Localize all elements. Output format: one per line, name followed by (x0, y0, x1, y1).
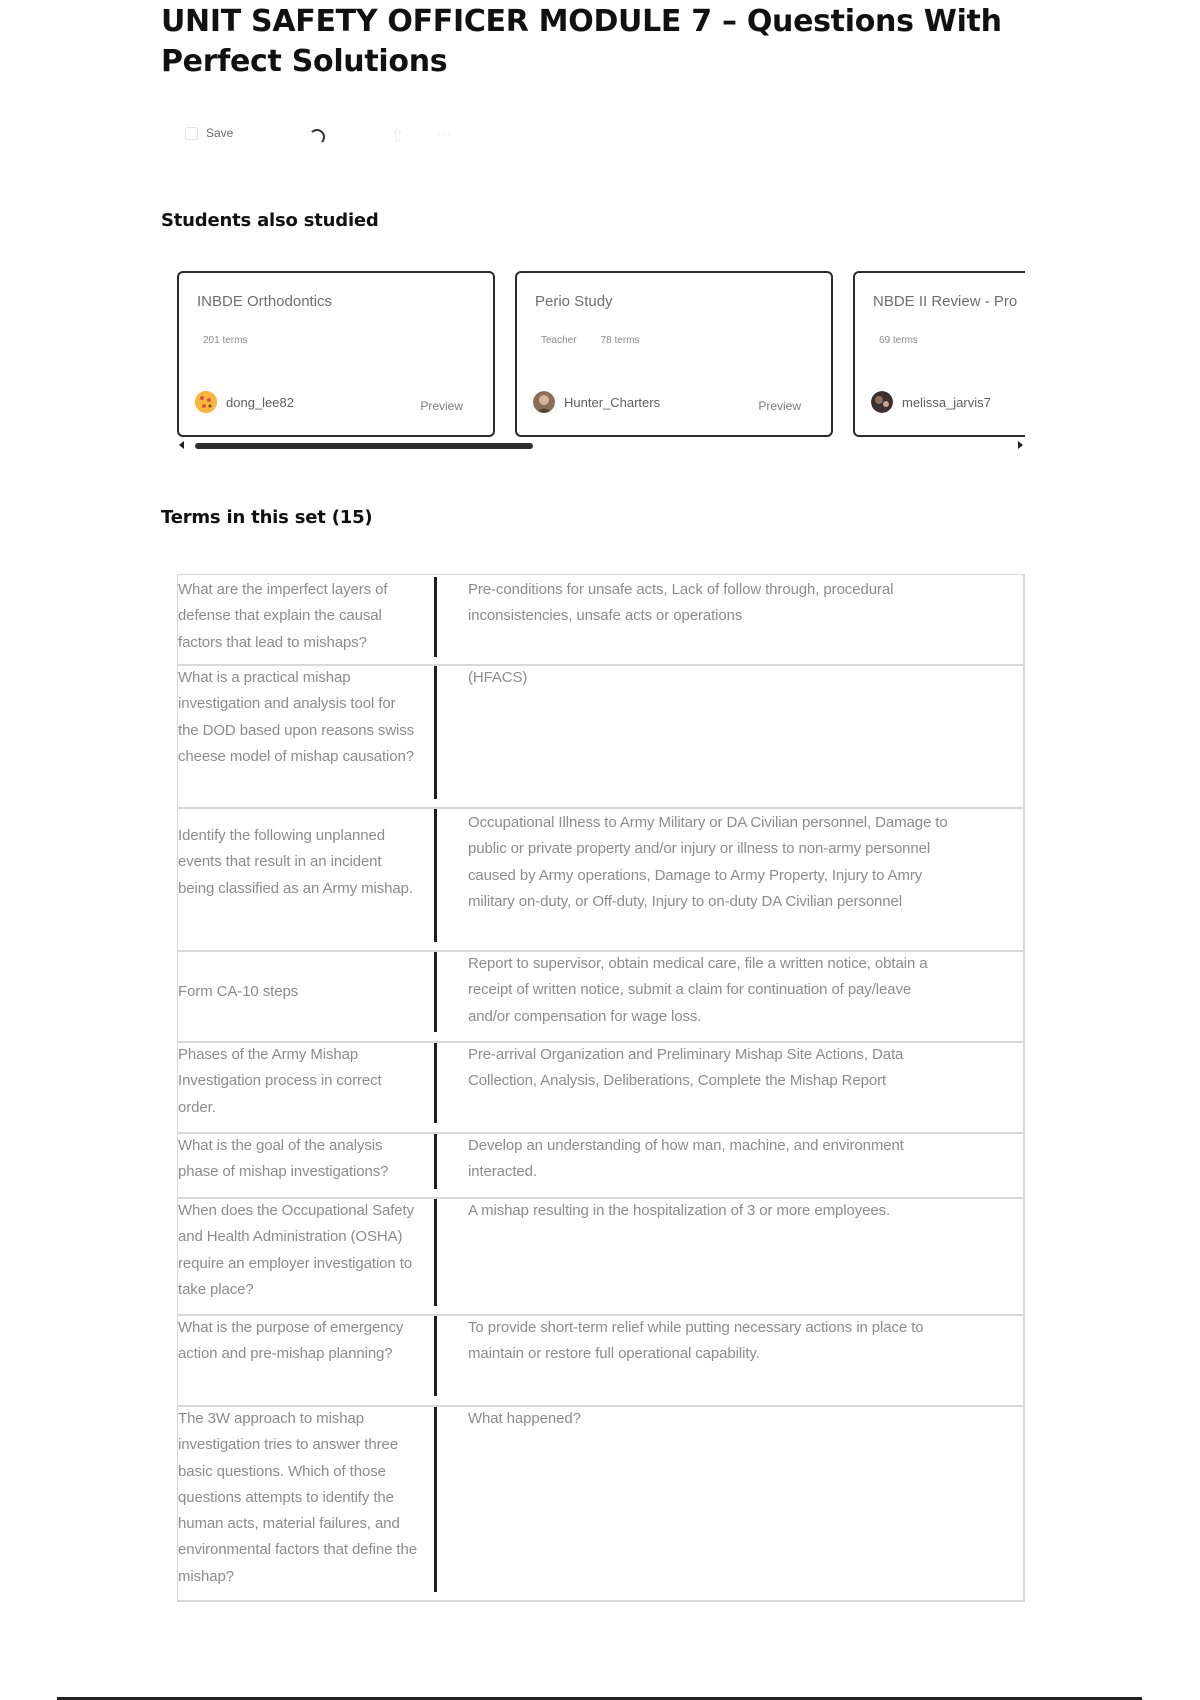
term-question: What is the goal of the analysis phase of mishap investigations? (178, 1137, 389, 1181)
term-divider (434, 1199, 437, 1306)
term-row (177, 1043, 1025, 1134)
term-question: What is the purpose of emergency action and pre-mishap planning? (178, 1319, 404, 1363)
study-set-card[interactable] (853, 271, 1025, 437)
carousel-scrollbar[interactable] (177, 440, 1025, 450)
students-also-studied-heading: Students also studied (161, 210, 379, 231)
term-answer: Occupational Illness to Army Military or DA Civilian personnel, Damage to public or private property and/or injury or illness to non-army personnel caused by Army operations, Damage to Army Property, Injury to Amry military on-duty, or Off-duty, Injury to on-duty DA Civilian personnel (468, 814, 948, 910)
term-answer: Pre-arrival Organization and Preliminary Mishap Site Actions, Data Collection, Analysis, Deliberations, Complete the Mishap Report (468, 1046, 904, 1090)
term-divider (434, 577, 437, 657)
term-question: Identify the following unplanned events that result in an incident being classified as an Army mishap. (178, 827, 413, 897)
avatar (533, 391, 555, 413)
term-divider (434, 1407, 437, 1592)
save-label: Save (206, 126, 234, 140)
more-icon[interactable]: ⋯ (437, 126, 452, 142)
card-terms-count: 78 terms (600, 335, 640, 346)
card-user[interactable] (195, 391, 294, 413)
term-answer: Pre-conditions for unsafe acts, Lack of follow through, procedural inconsistencies, unsafe acts or operations (468, 581, 894, 625)
card-user[interactable] (533, 391, 660, 413)
term-divider (434, 1043, 437, 1123)
terms-heading: Terms in this set (15) (161, 507, 373, 528)
term-row (177, 1199, 1025, 1316)
card-username: dong_lee82 (226, 394, 294, 410)
term-row (177, 809, 1025, 952)
term-question: When does the Occupational Safety and Health Administration (OSHA) require an employer investigation to take place? (178, 1202, 415, 1298)
term-answer: What happened? (468, 1410, 581, 1427)
term-divider (434, 1316, 437, 1396)
page-title: UNIT SAFETY OFFICER MODULE 7 – Questions With Perfect Solutions (161, 4, 1002, 79)
term-question: Phases of the Army Mishap Investigation process in correct order. (178, 1046, 382, 1116)
term-divider (434, 1134, 437, 1189)
term-row (177, 952, 1025, 1043)
card-meta (541, 335, 639, 346)
term-row (177, 1316, 1025, 1407)
share-icon[interactable]: ⇧ (390, 126, 406, 146)
preview-button[interactable]: Preview (420, 399, 463, 413)
scroll-right-arrow-icon[interactable] (1018, 441, 1023, 449)
term-question: The 3W approach to mishap investigation tries to answer three basic questions. Which of those questions attempts to identify the human acts, material failures, and environmental factors that define the mishap? (178, 1410, 417, 1585)
term-divider (434, 952, 437, 1032)
term-question: What is a practical mishap investigation and analysis tool for the DOD based upon reasons swiss cheese model of mishap causation? (178, 669, 415, 765)
term-answer: Report to supervisor, obtain medical care, file a written notice, obtain a receipt of written notice, submit a claim for continuation of pay/leave and/or compensation for wage loss. (468, 955, 928, 1025)
term-row (177, 1407, 1025, 1602)
term-answer: Develop an understanding of how man, machine, and environment interacted. (468, 1137, 904, 1181)
card-title: INBDE Orthodontics (197, 293, 333, 310)
term-question: What are the imperfect layers of defense that explain the causal factors that lead to mishaps? (178, 581, 388, 651)
term-answer: A mishap resulting in the hospitalization of 3 or more employees. (468, 1202, 891, 1219)
avatar (871, 391, 893, 413)
study-set-carousel (177, 271, 1025, 453)
term-divider (434, 809, 437, 942)
save-checkbox-icon (185, 127, 198, 140)
study-set-card[interactable] (177, 271, 495, 437)
term-row (177, 666, 1025, 809)
card-title: Perio Study (535, 293, 613, 310)
card-meta (879, 335, 918, 346)
term-divider (434, 666, 437, 799)
card-meta (203, 335, 247, 346)
card-username: Hunter_Charters (564, 394, 661, 410)
scrollbar-thumb[interactable] (195, 443, 533, 449)
term-question: Form CA-10 steps (178, 983, 299, 1000)
term-answer: To provide short-term relief while putting necessary actions in place to maintain or restore full operational capability. (468, 1319, 924, 1363)
term-answer: (HFACS) (468, 669, 528, 686)
preview-button[interactable]: Preview (758, 399, 801, 413)
study-set-card[interactable] (515, 271, 833, 437)
save-button[interactable] (185, 126, 233, 140)
card-title: NBDE II Review - Pro (873, 293, 1018, 310)
term-row (177, 1134, 1025, 1199)
terms-list (177, 574, 1025, 1602)
card-username: melissa_jarvis7 (902, 394, 991, 410)
term-row (177, 575, 1025, 666)
card-role-badge: Teacher (541, 335, 577, 346)
scroll-left-arrow-icon[interactable] (179, 441, 184, 449)
avatar (195, 391, 217, 413)
card-user[interactable] (871, 391, 991, 413)
loading-spinner-icon (309, 129, 325, 145)
card-terms-count: 201 terms (203, 335, 248, 346)
card-terms-count: 69 terms (879, 335, 918, 346)
